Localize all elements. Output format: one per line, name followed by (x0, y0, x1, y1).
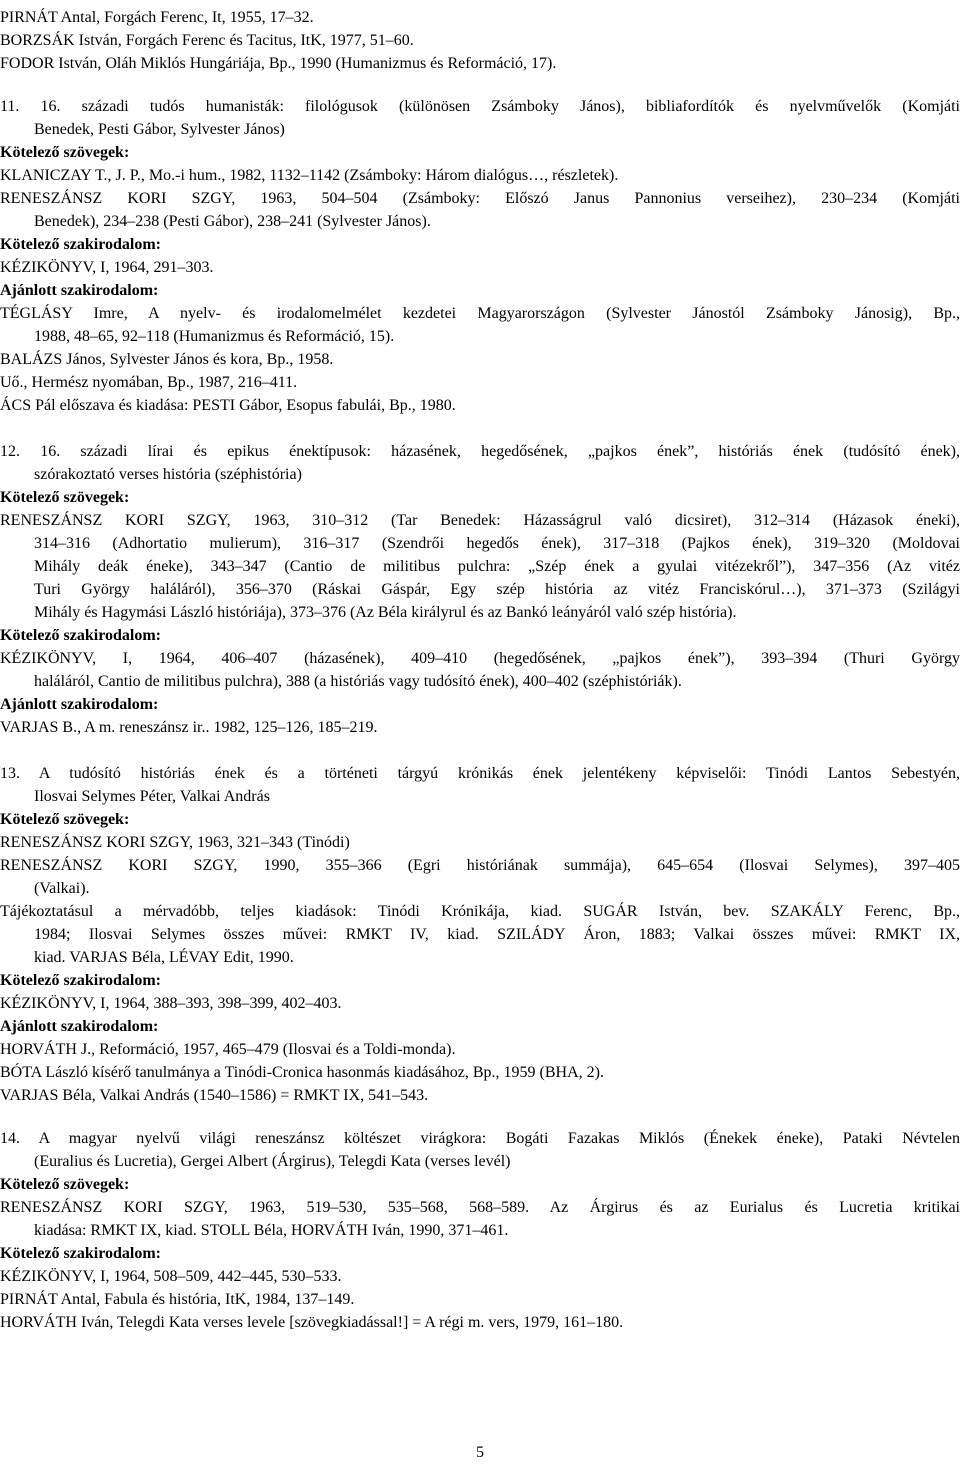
text-line: ÁCS Pál előszava és kiadása: PESTI Gábor, Esopus fabulái, Bp., 1980. (0, 397, 456, 414)
text-line: KÉZIKÖNYV, I, 1964, 406–407 (házasének), 409–410 (hegedősének, „pajkos ének”), 393–394 (Thuri György (0, 650, 960, 667)
text-line: KÉZIKÖNYV, I, 1964, 508–509, 442–445, 530–533. (0, 1268, 342, 1285)
label-kotelezo-szovegek: Kötelező szövegek: (0, 489, 130, 506)
text-line: Mihály deák éneke), 343–347 (Cantio de militibus pulchra: „Szép ének a gyulai vitézekről”), 347–356 (Az vitéz (34, 558, 960, 575)
label-kotelezo-szakirodalom: Kötelező szakirodalom: (0, 1245, 162, 1262)
label-kotelezo-szakirodalom: Kötelező szakirodalom: (0, 972, 162, 989)
label-ajanlott-szakirodalom: Ajánlott szakirodalom: (0, 1018, 159, 1035)
label-kotelezo-szakirodalom: Kötelező szakirodalom: (0, 627, 162, 644)
text-line: kiadása: RMKT IX, kiad. STOLL Béla, HORVÁTH Iván, 1990, 371–461. (34, 1222, 509, 1239)
text-line: PIRNÁT Antal, Forgách Ferenc, It, 1955, 17–32. (0, 9, 314, 26)
text-line: TÉGLÁSY Imre, A nyelv- és irodalomelmélet kezdetei Magyarországon (Sylvester Jánostól Zsámboky Jánosig), Bp., (0, 305, 960, 322)
text-line: RENESZÁNSZ KORI SZGY, 1990, 355–366 (Egri históriának summája), 645–654 (Ilosvai Selymes), 397–405 (0, 857, 960, 874)
section-11-heading: 11. 16. századi tudós humanisták: filológusok (különösen Zsámboky János), bibliafordítók és nyelvművelők (Komjáti (0, 98, 960, 115)
text-line: HORVÁTH J., Reformáció, 1957, 465–479 (Ilosvai és a Toldi-monda). (0, 1041, 456, 1058)
label-kotelezo-szakirodalom: Kötelező szakirodalom: (0, 236, 162, 253)
text-line: BÓTA László kísérő tanulmánya a Tinódi-Cronica hasonmás kiadásához, Bp., 1959 (BHA, 2). (0, 1064, 604, 1081)
text-line: Ilosvai Selymes Péter, Valkai András (34, 788, 270, 805)
text-line: VARJAS Béla, Valkai András (1540–1586) = RMKT IX, 541–543. (0, 1087, 429, 1104)
section-14-heading: 14. A magyar nyelvű világi reneszánsz költészet virágkora: Bogáti Fazakas Miklós (Énekek éneke), Pataki Névtelen (0, 1130, 960, 1147)
page-number: 5 (476, 1444, 484, 1461)
text-line: haláláról, Cantio de militibus pulchra), 388 (a históriás vagy tudósító ének), 400–402 (széphistóriák). (34, 673, 682, 690)
text-line: Uő., Hermész nyomában, Bp., 1987, 216–411. (0, 374, 298, 391)
text-line: Benedek), 234–238 (Pesti Gábor), 238–241 (Sylvester János). (34, 213, 431, 230)
text-line: RENESZÁNSZ KORI SZGY, 1963, 310–312 (Tar Benedek: Házasságrul való dicsiret), 312–314 (Házasok éneki), (0, 512, 960, 529)
text-line: szórakoztató verses história (széphistória) (34, 466, 302, 483)
text-line: KÉZIKÖNYV, I, 1964, 291–303. (0, 259, 214, 276)
label-kotelezo-szovegek: Kötelező szövegek: (0, 144, 130, 161)
text-line: RENESZÁNSZ KORI SZGY, 1963, 321–343 (Tinódi) (0, 834, 350, 851)
label-kotelezo-szovegek: Kötelező szövegek: (0, 811, 130, 828)
section-13-heading: 13. A tudósító históriás ének és a történeti tárgyú krónikás ének jelentékeny képviselői: Tinódi Lantos Sebestyén, (0, 765, 960, 782)
text-line: Mihály és Hagymási László históriája), 373–376 (Az Béla királyrul és az Bankó leányáról való szép história). (34, 604, 737, 621)
text-line: (Euralius és Lucretia), Gergei Albert (Árgirus), Telegdi Kata (verses levél) (34, 1153, 511, 1170)
text-line: (Valkai). (34, 880, 90, 897)
text-line: BORZSÁK István, Forgách Ferenc és Tacitus, ItK, 1977, 51–60. (0, 32, 414, 49)
text-line: 1988, 48–65, 92–118 (Humanizmus és Reformáció, 15). (34, 328, 395, 345)
text-line: RENESZÁNSZ KORI SZGY, 1963, 504–504 (Zsámboky: Előszó Janus Pannonius verseihez), 230–234 (Komjáti (0, 190, 960, 207)
text-line: RENESZÁNSZ KORI SZGY, 1963, 519–530, 535–568, 568–589. Az Árgirus és az Eurialus és Lucretia kritikai (0, 1199, 960, 1216)
label-ajanlott-szakirodalom: Ajánlott szakirodalom: (0, 696, 159, 713)
text-line: KLANICZAY T., J. P., Mo.-i hum., 1982, 1132–1142 (Zsámboky: Három dialógus…, részletek). (0, 167, 619, 184)
text-line: KÉZIKÖNYV, I, 1964, 388–393, 398–399, 402–403. (0, 995, 342, 1012)
text-line: PIRNÁT Antal, Fabula és história, ItK, 1984, 137–149. (0, 1291, 355, 1308)
text-line: 1984; Ilosvai Selymes összes művei: RMKT IV, kiad. SZILÁDY Áron, 1883; Valkai összes művei: RMKT IX, (34, 926, 960, 943)
label-kotelezo-szovegek: Kötelező szövegek: (0, 1176, 130, 1193)
text-line: HORVÁTH Iván, Telegdi Kata verses levele [szövegkiadással!] = A régi m. vers, 1979, 161–180. (0, 1314, 624, 1331)
text-line: Turi György haláláról), 356–370 (Ráskai Gáspár, Egy szép história az vitéz Franciskórul…), 371–373 (Szilágyi (34, 581, 960, 598)
label-ajanlott-szakirodalom: Ajánlott szakirodalom: (0, 282, 159, 299)
section-12-heading: 12. 16. századi lírai és epikus énektípusok: házasének, hegedősének, „pajkos ének”, históriás ének (tudósító ének), (0, 443, 960, 460)
text-line: FODOR István, Oláh Miklós Hungáriája, Bp., 1990 (Humanizmus és Reformáció, 17). (0, 55, 557, 72)
text-line: Tájékoztatásul a mérvadóbb, teljes kiadások: Tinódi Krónikája, kiad. SUGÁR István, bev. SZAKÁLY Ferenc, Bp., (0, 903, 960, 920)
text-line: BALÁZS János, Sylvester János és kora, Bp., 1958. (0, 351, 334, 368)
text-line: 314–316 (Adhortatio mulierum), 316–317 (Szendrői hegedős ének), 317–318 (Pajkos ének), 319–320 (Moldovai (34, 535, 960, 552)
text-line: Benedek, Pesti Gábor, Sylvester János) (34, 121, 285, 138)
text-line: VARJAS B., A m. reneszánsz ir.. 1982, 125–126, 185–219. (0, 719, 378, 736)
text-line: kiad. VARJAS Béla, LÉVAY Edit, 1990. (34, 949, 294, 966)
